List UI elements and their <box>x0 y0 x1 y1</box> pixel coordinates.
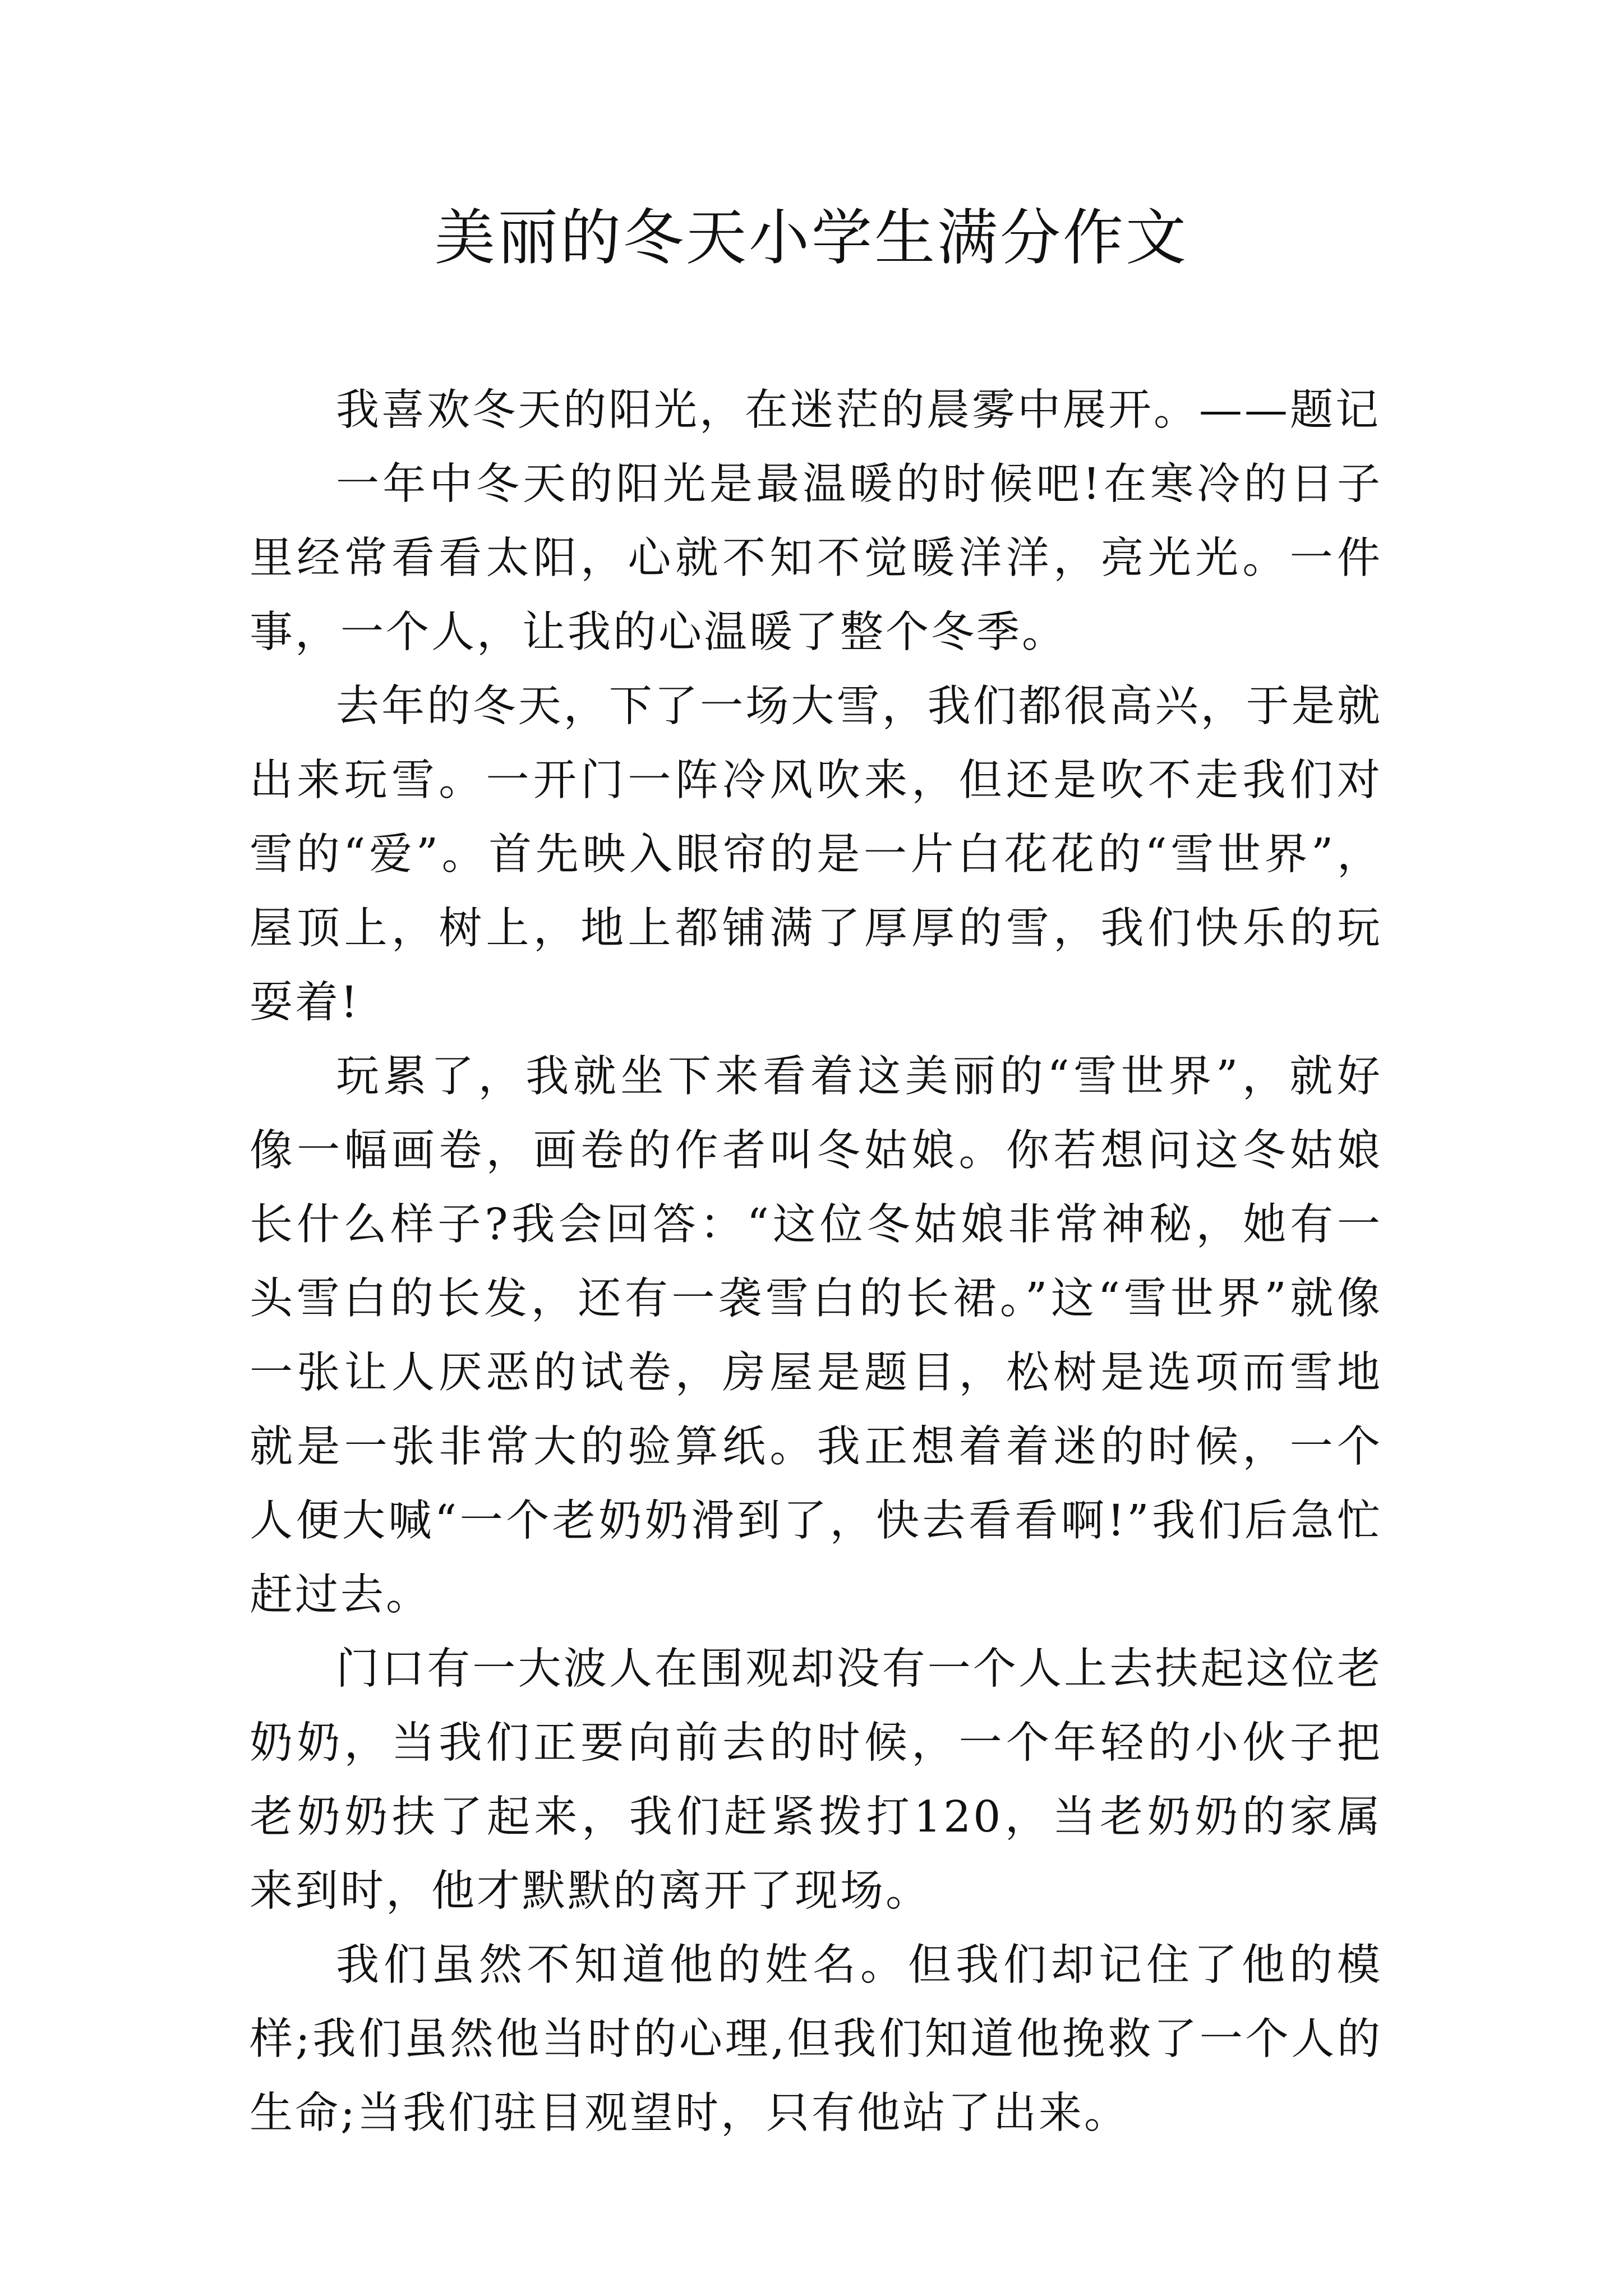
paragraph: 去年的冬天，下了一场大雪，我们都很高兴，于是就出来玩雪。一开门一阵冷风吹来，但还是吹不走我们对雪的“爱”。首先映入眼帘的是一片白花花的“雪世界”，屋顶上，树上，地上都铺满了厚厚的雪，我们快乐的玩耍着! <box>250 682 1382 1028</box>
paragraph: 一年中冬天的阳光是最温暖的时候吧!在寒冷的日子里经常看看太阳，心就不知不觉暖洋洋，亮光光。一件事，一个人，让我的心温暖了整个冬季。 <box>250 459 1382 657</box>
paragraph: 门口有一大波人在围观却没有一个人上去扶起这位老奶奶，当我们正要向前去的时候，一个年轻的小伙子把老奶奶扶了起来，我们赶紧拨打120，当老奶奶的家属来到时，他才默默的离开了现场。 <box>250 1644 1382 1916</box>
document-body <box>250 374 1382 2151</box>
document-title: 美丽的冬天小学生满分作文 <box>434 203 1188 273</box>
paragraph-epigraph: 我喜欢冬天的阳光，在迷茫的晨雾中展开。——题记 <box>336 385 1381 435</box>
paragraph: 玩累了，我就坐下来看着这美丽的“雪世界”，就好像一幅画卷，画卷的作者叫冬姑娘。你若想问这冬姑娘长什么样子?我会回答：“这位冬姑娘非常神秘，她有一头雪白的长发，还有一袭雪白的长裙。”这“雪世界”就像一张让人厌恶的试卷，房屋是题目，松树是选项而雪地就是一张非常大的验算纸。我正想着着迷的时候，一个人便大喊“一个老奶奶滑到了，快去看看啊!”我们后急忙赶过去。 <box>250 1052 1382 1620</box>
paragraph: 我们虽然不知道他的姓名。但我们却记住了他的模样;我们虽然他当时的心理,但我们知道他挽救了一个人的生命;当我们驻目观望时，只有他站了出来。 <box>250 1940 1382 2138</box>
